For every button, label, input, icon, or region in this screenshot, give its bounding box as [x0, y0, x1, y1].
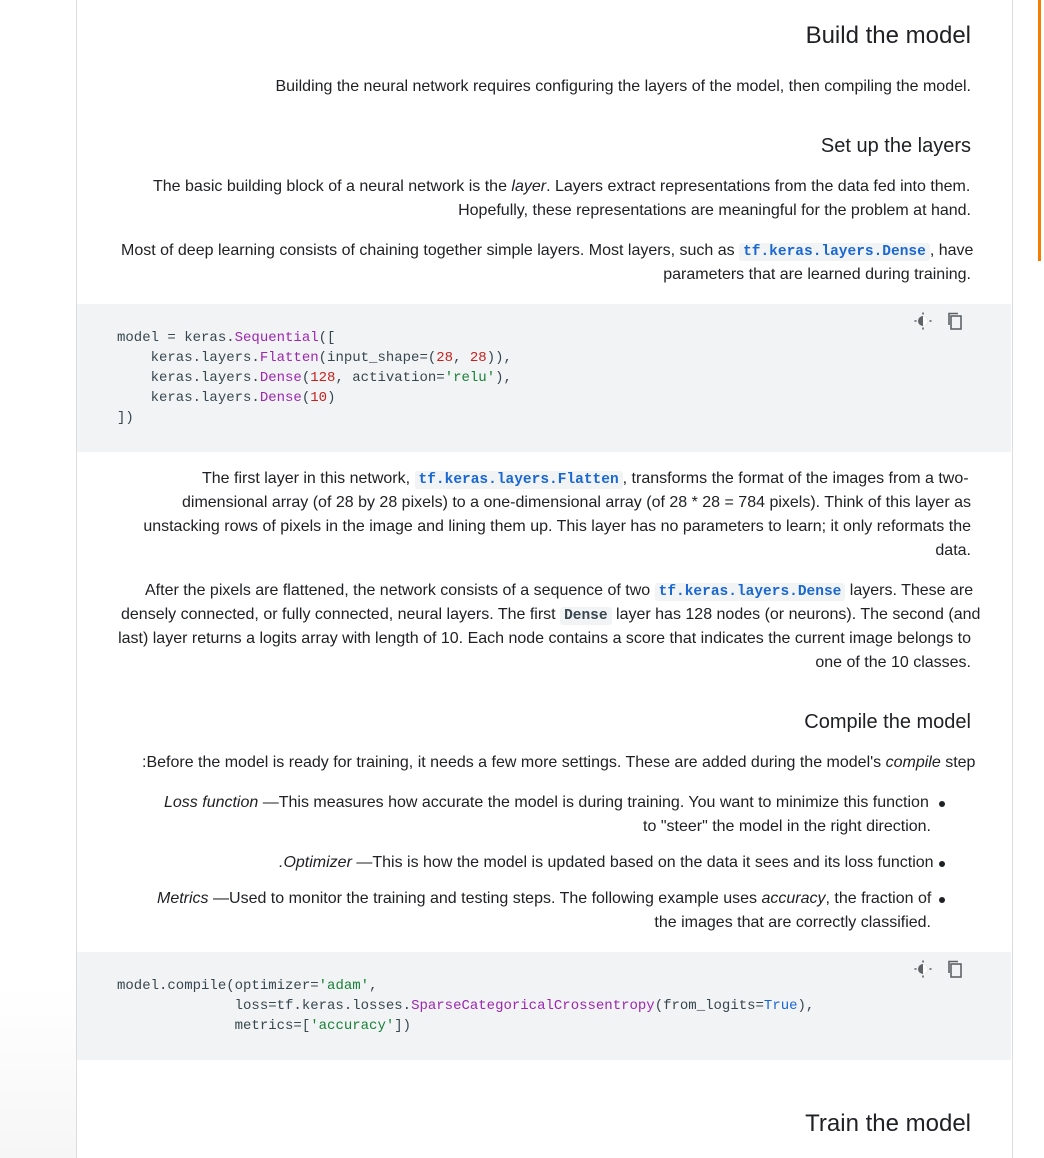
compile-intro-a: :Before the model is ready for training, it needs a few more settings. These are added during the model's: [142, 754, 886, 771]
layers-paragraph-1-line2: .Hopefully, these representations are meaningful for the problem at hand: [458, 202, 971, 219]
bullet-loss-line1: [164, 791, 929, 815]
layers-paragraph-1-line1: [153, 175, 971, 199]
link-tf-keras-layers-dense[interactable]: tf.keras.layers.Dense: [739, 243, 930, 261]
layers-paragraph-2-line1: [121, 239, 973, 264]
heading-compile-the-model: Compile the model: [804, 711, 971, 733]
code-dense: Dense: [560, 607, 612, 625]
code-sequential-text[interactable]: model = keras.Sequential([ keras.layers.Flatten(input_shape=(28, 28)), keras.layers.Dense(128, activation='relu'), keras.layers.Dense(10) ]): [117, 330, 512, 426]
compile-intro-b: step: [940, 754, 976, 771]
left-gutter: [0, 0, 76, 1158]
bullet-loss-text: —This measures how accurate the model is during training. You want to minimize this function: [258, 794, 929, 811]
dense-text-b: layers. These are: [845, 582, 974, 599]
dense-text-d: layer has 128 nodes (or neurons). The second (and: [611, 606, 981, 623]
bullet-dot-1: [939, 801, 945, 807]
bullet-optimizer: [279, 851, 934, 875]
brightness-icon[interactable]: [914, 960, 932, 978]
flatten-paragraph-line3: unstacking rows of pixels in the image and lining them up. This layer has no parameters to learn; it only reformats the: [143, 518, 971, 535]
flatten-paragraph-line2: dimensional array (of 28 by 28 pixels) to a one-dimensional array (of 28 * 28 = 784 pixels). Think of this layer as: [182, 494, 971, 511]
compile-intro: [142, 751, 975, 775]
bullet-metrics-text-b: , the fraction of: [825, 890, 932, 907]
layers-p1-text-a: The basic building block of a neural network is the: [153, 178, 512, 195]
link-tf-keras-layers-flatten[interactable]: tf.keras.layers.Flatten: [415, 471, 623, 489]
link-tf-keras-layers-dense-2[interactable]: tf.keras.layers.Dense: [655, 583, 846, 601]
layers-p2-text-a: Most of deep learning consists of chaining together simple layers. Most layers, such as: [121, 242, 740, 259]
heading-train-the-model: Train the model: [805, 1110, 971, 1137]
layers-paragraph-2-line2: .parameters that are learned during training: [663, 266, 971, 283]
layers-p2-text-b: , have: [929, 242, 974, 259]
dense-text-c: densely connected, or fully connected, neural layers. The first: [121, 606, 561, 623]
bullet-dot-3: [939, 897, 945, 903]
brightness-icon[interactable]: [914, 312, 932, 330]
bullet-metrics-accuracy-em: accuracy: [761, 890, 826, 907]
bullet-metrics-text-a: —Used to monitor the training and testing steps. The following example uses: [208, 890, 762, 907]
dense-paragraph-line2: [121, 603, 980, 628]
dense-paragraph-line4: .one of the 10 classes: [815, 654, 971, 671]
bullet-dot-2: [939, 861, 945, 867]
bullet-metrics-line1: [157, 887, 931, 911]
bullet-optimizer-em: .Optimizer: [279, 854, 352, 871]
code-compile-text[interactable]: model.compile(optimizer='adam', loss=tf.keras.losses.SparseCategoricalCrossentropy(from_logits=True), metrics=['accuracy']): [117, 978, 815, 1034]
code-block-sequential: [77, 304, 1011, 452]
flatten-paragraph-line4: .data: [935, 542, 971, 559]
flatten-paragraph-line1: [202, 467, 969, 492]
heading-build-the-model: Build the model: [805, 22, 971, 49]
dense-paragraph-line3: last) layer returns a logits array with length of 10. Each node contains a score that indicates the current image belongs to: [118, 630, 971, 647]
code-block-compile: [77, 952, 1011, 1060]
dense-text-a: After the pixels are flattened, the network consists of a sequence of two: [145, 582, 655, 599]
bullet-loss-line2: .to "steer" the model in the right direction: [643, 818, 931, 835]
heading-set-up-the-layers: Set up the layers: [820, 135, 971, 157]
bullet-metrics-em: Metrics: [157, 890, 209, 907]
bullet-loss-em: Loss function: [164, 794, 259, 811]
compile-intro-em: compile: [885, 754, 941, 771]
flatten-text-b: , transforms the format of the images from a two-: [622, 470, 969, 487]
flatten-text-a: The first layer in this network,: [202, 470, 415, 487]
bullet-metrics-line2: .the images that are correctly classified: [654, 914, 931, 931]
copy-icon[interactable]: [946, 960, 964, 978]
layers-p1-text-b: . Layers extract representations from the data fed into them.: [546, 178, 971, 195]
layers-p1-em: layer: [511, 178, 547, 195]
copy-icon[interactable]: [946, 312, 964, 330]
dense-paragraph-line1: [145, 579, 973, 604]
build-intro-text: .Building the neural network requires configuring the layers of the model, then compiling the model: [275, 78, 971, 95]
scroll-progress-indicator[interactable]: [1038, 0, 1041, 261]
bullet-optimizer-text: —This is how the model is updated based on the data it sees and its loss function: [351, 854, 934, 871]
